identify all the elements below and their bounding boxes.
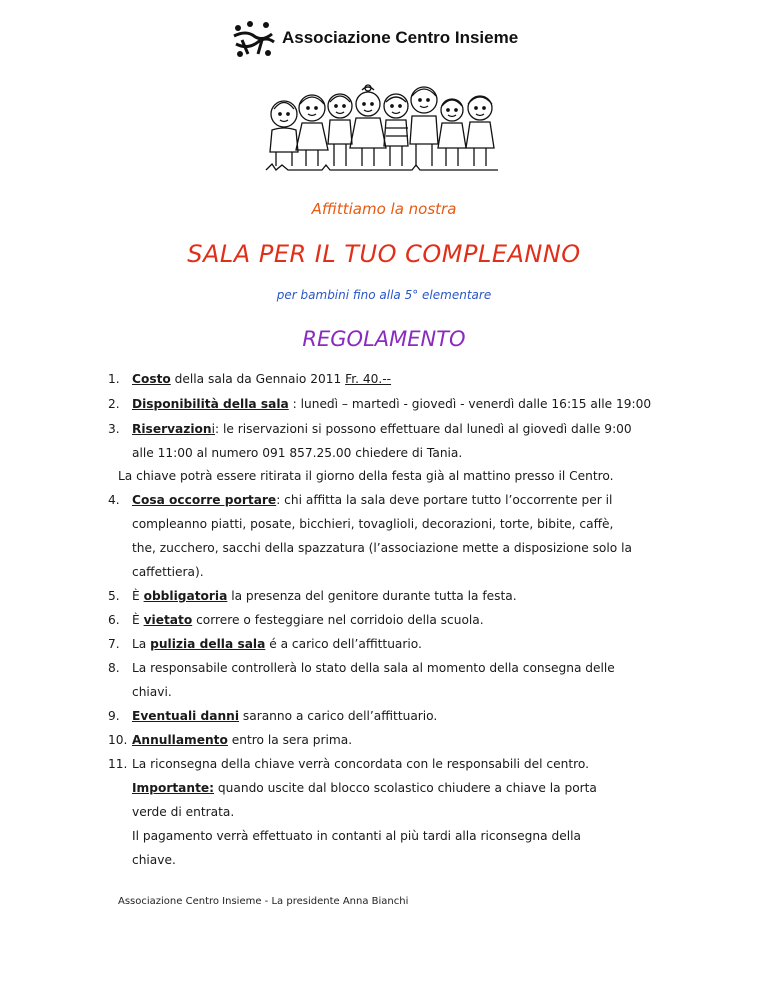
rule-key: obbligatoria xyxy=(143,589,228,603)
rule-key: Annullamento xyxy=(132,733,228,747)
rule-key: Riservazion xyxy=(132,422,212,436)
rule-key: pulizia della sala xyxy=(150,637,266,651)
target-audience: per bambini fino alla 5° elementare xyxy=(276,288,492,302)
rule-key: Costo xyxy=(132,372,171,386)
price: Fr. 40.-- xyxy=(345,372,392,386)
rule-10: 10. Annullamento entro la sera prima. xyxy=(108,733,353,747)
subtitle: Affittiamo la nostra xyxy=(311,200,457,218)
header xyxy=(0,18,768,62)
footer-signature: Associazione Centro Insieme - La presidente Anna Bianchi xyxy=(118,896,409,907)
page-title: SALA PER IL TUO COMPLEANNO xyxy=(187,240,581,268)
rule-key: Eventuali danni xyxy=(132,709,240,723)
rule-8-cont: chiavi. xyxy=(132,685,172,699)
rule-2: 2. Disponibilità della sala : lunedì – martedì - giovedì - venerdì dalle 16:15 alle 19:00 xyxy=(108,397,652,411)
org-name: Associazione Centro Insieme xyxy=(282,28,519,47)
rule-5: 5. È obbligatoria la presenza del genitore durante tutta la festa. xyxy=(108,589,517,603)
rules-heading: REGOLAMENTO xyxy=(302,327,466,351)
rule-4-cont: the, zucchero, sacchi della spazzatura (l’associazione mette a disposizione solo la xyxy=(132,541,632,555)
rule-11: 11. La riconsegna della chiave verrà concordata con le responsabili del centro. xyxy=(108,757,589,771)
rule-3-cont: alle 11:00 al numero 091 857.25.00 chiedere di Tania. xyxy=(132,446,463,460)
children-group-illustration xyxy=(262,82,502,177)
rule-key: Cosa occorre portare xyxy=(132,493,277,507)
rule-8: 8. La responsabile controllerà lo stato della sala al momento della consegna delle xyxy=(108,661,615,675)
rule-9: 9. Eventuali danni saranno a carico dell’affittuario. xyxy=(108,709,438,723)
rule-key: vietato xyxy=(143,613,193,627)
rule-7: 7. La pulizia della sala é a carico dell’affittuario. xyxy=(108,637,422,651)
rule-3: 3. Riservazioni: le riservazioni si possono effettuare dal lunedì al giovedì dalle 9:00 xyxy=(108,422,632,436)
important-note-cont: verde di entrata. xyxy=(132,805,235,819)
rule-1: 1. Costo della sala da Gennaio 2011 Fr. 40.-- xyxy=(108,372,392,386)
important-label: Importante: xyxy=(132,781,215,795)
rule-4-cont: caffettiera). xyxy=(132,565,204,579)
important-note: Importante: quando uscite dal blocco scolastico chiudere a chiave la porta xyxy=(132,781,597,795)
rule-4-cont: compleanno piatti, posate, bicchieri, tovaglioli, decorazioni, torte, bibite, caffè, xyxy=(132,517,614,531)
rule-4: 4. Cosa occorre portare: chi affitta la sala deve portare tutto l’occorrente per il xyxy=(108,493,613,507)
stylized-figure-logo-icon xyxy=(228,20,278,60)
payment-note: Il pagamento verrà effettuato in contanti al più tardi alla riconsegna della xyxy=(132,829,581,843)
rule-key: Disponibilità della sala xyxy=(132,397,289,411)
rule-6: 6. È vietato correre o festeggiare nel corridoio della scuola. xyxy=(108,613,484,627)
key-note: La chiave potrà essere ritirata il giorno della festa già al mattino presso il Centro. xyxy=(118,469,614,483)
payment-note-cont: chiave. xyxy=(132,853,176,867)
